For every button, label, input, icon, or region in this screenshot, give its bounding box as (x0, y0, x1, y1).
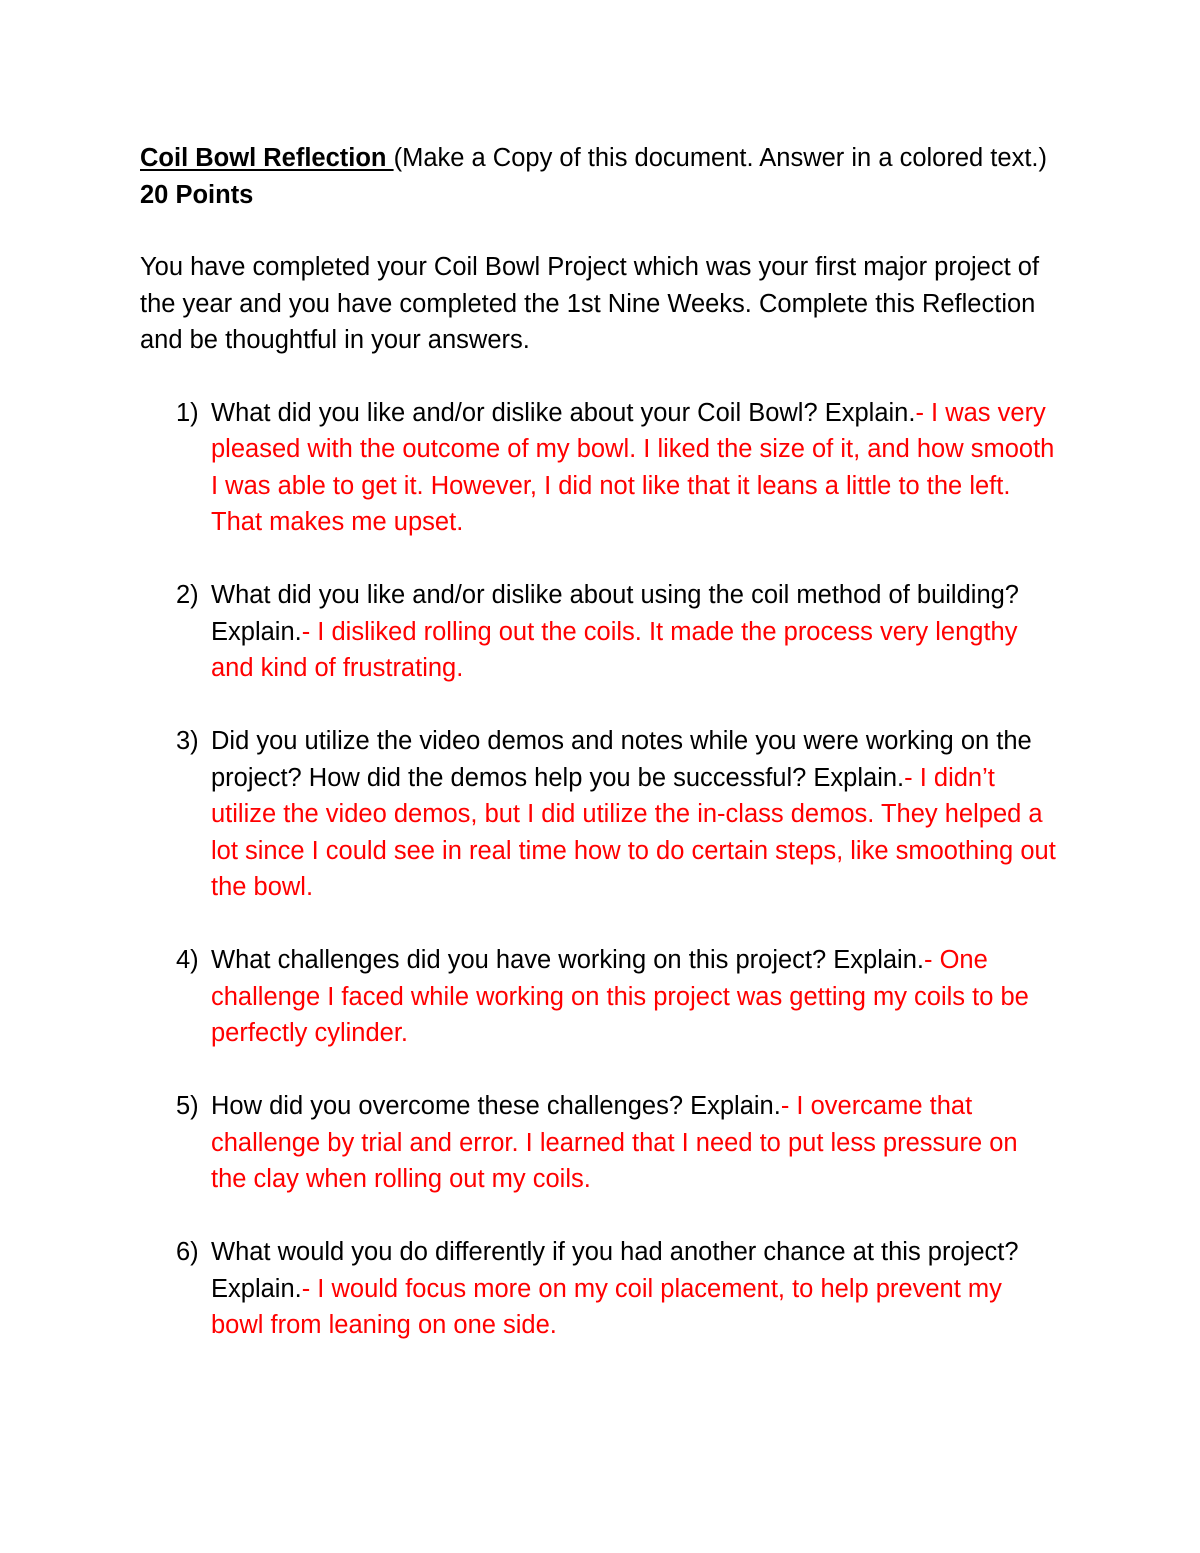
question-number: 2) (176, 581, 199, 609)
answer-text: - I would focus more on my coil placement, to help prevent my bowl from leaning on one side. (211, 1274, 1002, 1339)
answer-text: - I overcame that challenge by trial and error. I learned that I need to put less pressure on the clay when rolling out my coils. (211, 1092, 1018, 1193)
answer-text: - I was very pleased with the outcome of my bowl. I liked the size of it, and how smooth I was able to get it. However, I did not like that it leans a little to the left. That makes me upset. (211, 398, 1055, 536)
question-list (140, 395, 1060, 1344)
question-text: What did you like and/or dislike about using the coil method of building? Explain. (211, 581, 1019, 646)
points-label: 20 Points (140, 180, 254, 209)
question-item (140, 1234, 1060, 1344)
question-number: 6) (176, 1238, 199, 1266)
question-text: What did you like and/or dislike about your Coil Bowl? Explain. (211, 398, 916, 427)
question-text: What challenges did you have working on this project? Explain. (211, 946, 924, 974)
question-text: Did you utilize the video demos and notes while you were working on the project? How did the demos help you be successful? Explain. (211, 727, 1032, 792)
question-item (140, 395, 1060, 541)
question-item (140, 577, 1060, 687)
answer-text: - I disliked rolling out the coils. It made the process very lengthy and kind of frustrating. (211, 617, 1018, 682)
question-item (140, 723, 1060, 906)
document-title: Coil Bowl Reflection (140, 144, 394, 172)
title-instruction: (Make a Copy of this document. Answer in a colored text.) (393, 144, 1047, 172)
answer-text: - One challenge I faced while working on this project was getting my coils to be perfectly cylinder. (211, 946, 1029, 1047)
document-body (140, 140, 1060, 1380)
question-text: What would you do differently if you had another chance at this project? Explain. (211, 1238, 1019, 1303)
title-line (140, 140, 1060, 213)
question-number: 5) (176, 1092, 199, 1120)
intro-paragraph: You have completed your Coil Bowl Project which was your first major project of the year and you have completed the 1st Nine Weeks. Complete this Reflection and be thoughtful in your answers. (140, 253, 1040, 354)
question-number: 4) (176, 946, 199, 974)
question-number: 1) (176, 398, 199, 427)
question-item (140, 1088, 1060, 1198)
question-number: 3) (176, 727, 199, 755)
question-text: How did you overcome these challenges? Explain. (211, 1092, 781, 1120)
question-item (140, 942, 1060, 1052)
answer-text: - I didn’t utilize the video demos, but I did utilize the in-class demos. They helped a lot since I could see in real time how to do certain steps, like smoothing out the bowl. (211, 763, 1056, 901)
